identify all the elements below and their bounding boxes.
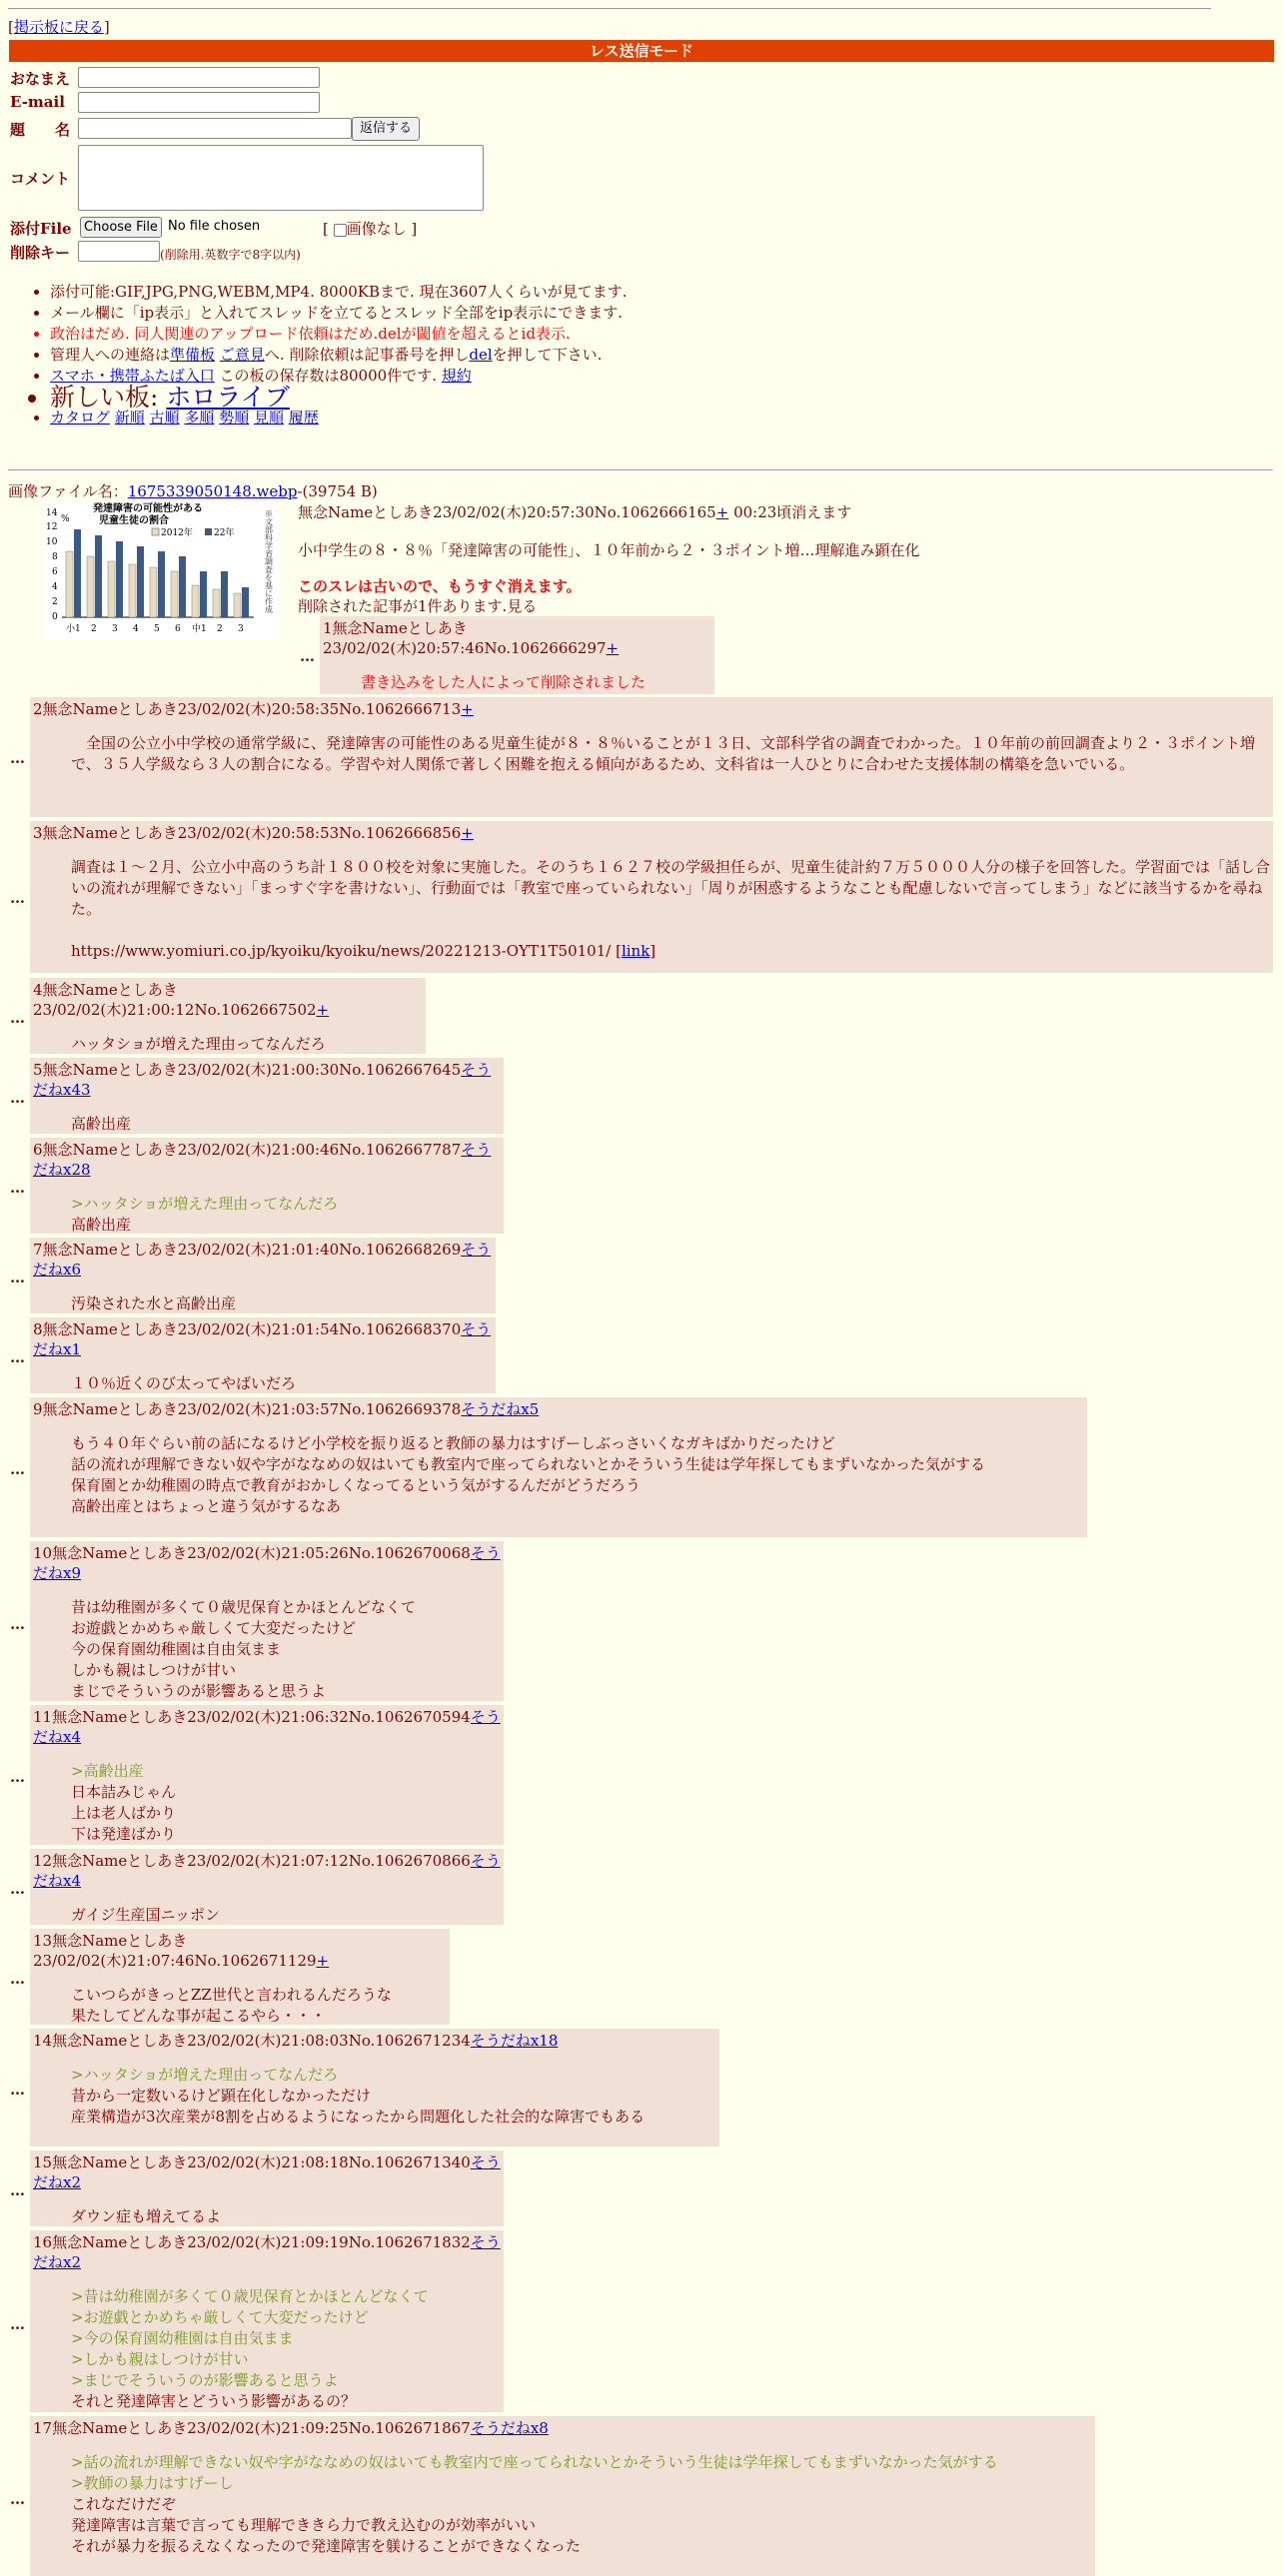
reply-header	[33, 1851, 501, 1891]
reply-indent-dots: …	[10, 1269, 25, 1287]
reply-line: こいつらがきっとZZ世代と言われるんだろうな	[71, 1986, 392, 2004]
reply-line: 昔から一定数いるけど顕在化しなかっただけ	[71, 2087, 372, 2105]
rule-item: • メール欄に「ip表示」と入れてスレッドを立てるとスレッド全部をip表示にできます.	[50, 303, 628, 324]
reply-meta: 無念Nameとしあき23/02/02(木)21:06:32No.1062670594	[52, 1708, 471, 1726]
quoted-line: >ハッタショが増えた理由ってなんだろ	[71, 1195, 339, 1213]
reply-line: 高齢出産	[71, 1216, 132, 1234]
bracket: ]	[103, 18, 110, 36]
mobile-entry-link[interactable]: スマホ・携帯ふたば入口	[50, 367, 215, 385]
bar-2012	[234, 593, 241, 617]
reply-line: しかも親はしつけが甘い	[71, 1661, 237, 1679]
no-image-option: [ 画像なし ]	[323, 220, 418, 238]
source-link[interactable]: link	[621, 942, 650, 960]
reply-line: 保育園とか幼稚園の時点で教育がおかしくなってるという気がするんだがどうだろう	[71, 1476, 642, 1494]
top-divider	[8, 8, 1211, 9]
bar-22	[221, 571, 228, 617]
quoted-line: >今の保育園幼稚園は自由気まま	[71, 2329, 294, 2347]
board-rules	[10, 282, 628, 429]
no-file-text: No file chosen	[168, 219, 261, 234]
reply-meta: 無念Nameとしあき23/02/02(木)21:03:57No.1062669378	[42, 1400, 462, 1418]
op-header	[298, 501, 851, 522]
reply-body	[71, 1761, 501, 1845]
reply-mode-bar: レス送信モード	[9, 40, 1274, 62]
reply-number: 9	[33, 1400, 43, 1418]
x-tick-label: 2	[217, 624, 223, 634]
soudane-link[interactable]: そうだねx1	[33, 1320, 492, 1358]
rule-text: 新しい板:	[50, 383, 167, 412]
reply-header	[33, 1140, 501, 1180]
quoted-line: >高齢出産	[71, 1762, 144, 1780]
reply-meta: 無念Nameとしあき23/02/02(木)20:58:35No.1062666713	[42, 700, 462, 718]
history-link[interactable]: 履歴	[288, 409, 319, 427]
bar-22	[179, 556, 186, 617]
reply-meta: 無念Nameとしあき23/02/02(木)21:01:54No.1062668370	[42, 1320, 462, 1338]
reply-post	[30, 1849, 504, 1925]
bar-22	[158, 551, 165, 617]
reply-number: 14	[33, 2032, 53, 2050]
reply-post	[320, 616, 714, 694]
reply-number: 1	[323, 619, 333, 637]
soudane-link[interactable]: そうだねx18	[470, 2032, 559, 2050]
sort-viewed-link[interactable]: 見順	[253, 409, 284, 427]
reply-post	[30, 2416, 1095, 2576]
bar-2012	[66, 551, 73, 617]
reply-header	[33, 1543, 501, 1583]
catalog-nav	[50, 408, 628, 429]
reply-line: それが暴力を振るえなくなったので発達障害を躾けることができなくなった	[71, 2537, 582, 2555]
soudane-link[interactable]: そうだねx2	[33, 2233, 501, 2271]
reply-number: 10	[33, 1544, 53, 1562]
reply-body	[71, 1433, 1084, 1517]
reply-body	[71, 1373, 493, 1394]
quoted-line: >まじでそういうのが影響あると思うよ	[71, 2371, 339, 2389]
subject-label: 題 名	[10, 121, 71, 139]
reply-number: 12	[33, 1852, 53, 1870]
bar-2012	[87, 556, 94, 617]
bar-22	[95, 535, 102, 617]
reply-line: https://www.yomiuri.co.jp/kyoiku/kyoiku/news/20221213-OYT1T50101/ [link]	[71, 942, 656, 960]
reply-meta: 無念Nameとしあき23/02/02(木)21:00:12No.1062667502	[33, 981, 317, 1019]
reply-number: 4	[33, 981, 43, 999]
bar-22	[200, 571, 207, 617]
y-tick-label: 12	[46, 522, 58, 532]
delete-key-label: 削除キー	[10, 244, 71, 262]
reply-header	[33, 1319, 493, 1359]
bar-2012	[171, 571, 178, 617]
reply-body	[71, 2452, 1092, 2557]
image-file-size: -(39754 B)	[297, 482, 378, 500]
reply-meta: 無念Nameとしあき23/02/02(木)21:09:25No.1062671867	[52, 2419, 471, 2437]
reply-post	[30, 697, 1273, 817]
reply-header	[33, 1240, 493, 1280]
reply-meta: 無念Nameとしあき23/02/02(木)21:05:26No.1062670068	[52, 1544, 471, 1562]
reply-post	[30, 2230, 504, 2412]
reply-body	[71, 733, 1270, 775]
reply-post	[30, 1929, 450, 2025]
sort-new-link[interactable]: 新順	[114, 409, 145, 427]
reply-number: 7	[33, 1241, 43, 1259]
quoted-line: >しかも親はしつけが甘い	[71, 2350, 249, 2368]
reply-post	[30, 1058, 504, 1134]
op-plus-link[interactable]: +	[715, 503, 729, 521]
reply-line: 調査は１～２月、公立小中高のうち計１８００校を対象に実施した。そのうち１６２７校の学級担任らが、児童生徒計約７万５０００人分の様子を回答した。学習面では「話し合いの流れが理解できない」「まっすぐ字を書けない」、行動面では「教室で座っていられない」「周りが困惑するようなことも配慮しないで言ってしまう」などに該当するかを尋ねた。	[71, 858, 1271, 918]
reply-indent-dots: …	[10, 1768, 25, 1786]
reply-line	[71, 920, 1270, 941]
rule-item	[50, 345, 628, 366]
image-file-line	[8, 480, 378, 501]
reply-header	[33, 1060, 501, 1100]
reply-line: 高齢出産	[71, 1115, 132, 1133]
bracket: [	[8, 18, 14, 36]
y-ticks	[46, 508, 58, 622]
reply-post	[30, 2029, 719, 2147]
reply-line: 汚染された水と高齢出産	[71, 1294, 237, 1312]
reply-plus-link[interactable]: +	[316, 1952, 330, 1970]
reply-post	[30, 1138, 504, 1234]
x-tick-label: 3	[238, 624, 244, 634]
y-tick-label: 14	[46, 508, 58, 518]
thumb-ylabel: %	[61, 514, 70, 524]
soudane-link[interactable]: そうだねx5	[461, 1400, 540, 1418]
sort-old-link[interactable]: 古順	[149, 409, 180, 427]
quoted-line: >昔は幼稚園が多くて０歳児保育とかほとんどなくて	[71, 2287, 429, 2305]
reply-line: 発達障害は言葉で言っても理解でききら力で教え込むのが効率がいい	[71, 2516, 537, 2534]
catalog-link[interactable]: カタログ	[50, 409, 111, 427]
reply-number: 17	[33, 2419, 53, 2437]
x-tick-label: 小1	[66, 624, 81, 634]
rule-text: 管理人への連絡は	[50, 346, 171, 364]
bar-22	[116, 541, 123, 617]
delete-key-note: (削除用.英数字で8字以内)	[160, 248, 301, 262]
x-tick-label: 6	[175, 624, 181, 634]
reply-post	[30, 2150, 504, 2226]
reply-indent-dots: …	[10, 1179, 25, 1197]
reply-header	[33, 823, 1270, 843]
feedback-link[interactable]: ご意見	[219, 346, 265, 364]
reply-header	[33, 2031, 716, 2051]
rule-item: • 添付可能:GIF,JPG,PNG,WEBM,MP4. 8000KBまで. 現在3607人くらいが見てます.	[50, 282, 628, 303]
delete-key-input[interactable]	[78, 241, 160, 262]
reply-indent-dots: …	[10, 889, 25, 907]
reply-line: まじでそういうのが影響あると思うよ	[71, 1682, 327, 1700]
reply-number: 3	[33, 824, 43, 842]
reply-body	[71, 1597, 501, 1702]
no-image-label: 画像なし	[346, 220, 407, 238]
soudane-link[interactable]: そうだねx6	[33, 1241, 492, 1279]
bar-2012	[129, 564, 136, 617]
thread-thumbnail[interactable]	[44, 501, 280, 639]
reply-indent-dots: …	[10, 2315, 25, 2333]
quoted-line: >話の流れが理解できない奴や字がななめの奴はいても教室内で座ってられないとかそういう生徒は学年探してもまずいなかった気がする	[71, 2453, 998, 2471]
soudane-link[interactable]: そうだねx9	[33, 1544, 501, 1582]
reply-line: 書き込みをした人によって削除されました	[361, 673, 646, 691]
reply-meta: 無念Nameとしあき23/02/02(木)21:00:30No.1062667645	[42, 1061, 462, 1079]
reply-indent-dots: …	[300, 647, 315, 665]
reply-indent-dots: …	[10, 1615, 25, 1633]
rule-item	[50, 383, 628, 412]
bar-2012	[213, 589, 220, 617]
y-tick-label: 4	[52, 582, 58, 592]
reply-header	[33, 980, 423, 1020]
legend-22-swatch	[205, 528, 212, 535]
thumb-side-note: ※文部科学省調査を基に作成	[264, 509, 274, 613]
thumb-title-1: 発達障害の可能性がある	[93, 503, 203, 514]
reply-number: 8	[33, 1320, 43, 1338]
reply-meta: 無念Nameとしあき23/02/02(木)21:07:12No.1062670866	[52, 1852, 471, 1870]
reply-meta: 無念Nameとしあき23/02/02(木)21:08:03No.1062671234	[52, 2032, 471, 2050]
x-tick-label: 5	[154, 624, 160, 634]
reply-plus-link[interactable]: +	[461, 824, 474, 842]
choose-file-button[interactable]: Choose File	[80, 217, 162, 238]
reply-line: お遊戯とかめちゃ厳しくて大変だったけど	[71, 1619, 357, 1637]
reply-body	[71, 2286, 501, 2412]
rule-text: を押して下さい.	[492, 346, 603, 364]
reply-body	[71, 1985, 447, 2027]
x-tick-label: 中1	[192, 624, 207, 634]
reply-body	[71, 1293, 493, 1314]
reply-header	[33, 1707, 501, 1747]
legend-2012-label: 2012年	[161, 528, 193, 538]
reply-line: 高齢出産とはちょっと違う気がするなあ	[71, 1497, 342, 1515]
soudane-link[interactable]: そうだねx4	[33, 1852, 501, 1890]
reply-line: 全国の公立小中学校の通常学級に、発達障害の可能性のある児童生徒が８・８％いることが１３日、文部科学省の調査でわかった。１０年前の前回調査より２・３ポイント増で、３５人学級なら３人の割合になる。学習や対人関係で著しく困難を抱える傾向があるため、文科省は一人ひとりに合わせた支援体制の構築を急いでいる。	[71, 734, 1256, 773]
reply-header	[33, 2232, 501, 2272]
reply-meta: 無念Nameとしあき23/02/02(木)20:57:46No.1062666297	[323, 619, 607, 657]
reply-body	[71, 2065, 716, 2128]
op-body: 小中学生の８・８％「発達障害の可能性」、１０年前から２・３ポイント増…理解進み顕在化	[298, 541, 920, 559]
comment-textarea[interactable]	[78, 145, 484, 211]
reply-header	[33, 1399, 1084, 1419]
reply-indent-dots: …	[10, 1460, 25, 1478]
y-tick-label: 8	[52, 552, 58, 562]
reply-line: 下は発達ばかり	[71, 1825, 177, 1843]
deleted-count[interactable]: 削除された記事が1件あります.見る	[298, 597, 538, 615]
reply-meta: 無念Nameとしあき23/02/02(木)21:08:18No.1062671340	[52, 2153, 471, 2171]
reply-indent-dots: …	[10, 2490, 25, 2508]
file-label: 添付File	[10, 220, 72, 238]
reply-body	[71, 2206, 501, 2227]
comment-label: コメント	[10, 170, 71, 188]
reply-plus-link[interactable]: +	[606, 639, 620, 657]
reply-body	[71, 1905, 501, 1926]
reply-body	[71, 1114, 501, 1135]
reply-indent-dots: …	[10, 2181, 25, 2199]
reply-plus-link[interactable]: +	[461, 700, 474, 718]
name-input[interactable]	[78, 67, 320, 88]
legend-22-label: 22年	[214, 528, 235, 538]
name-label: おなまえ	[10, 70, 71, 88]
back-to-board-link[interactable]: 掲示板に戻る	[13, 18, 104, 36]
reply-indent-dots: …	[10, 1009, 25, 1027]
reply-line: これなだけだぞ	[71, 2495, 177, 2513]
reply-indent-dots: …	[10, 1348, 25, 1366]
reply-line: それと発達障害とどういう影響があるの？	[71, 2392, 357, 2410]
back-nav	[8, 16, 110, 37]
reply-line: 果たしてどんな事が起こるやら・・・	[71, 2007, 327, 2025]
quoted-line: >ハッタショが増えた理由ってなんだろ	[71, 2066, 339, 2084]
sort-momentum-link[interactable]: 勢順	[219, 409, 250, 427]
bar-2012	[150, 567, 157, 617]
sort-many-link[interactable]: 多順	[184, 409, 215, 427]
reply-submit-button[interactable]: 返信する	[352, 117, 420, 141]
reply-header	[33, 1931, 447, 1971]
reply-indent-dots: …	[10, 2081, 25, 2099]
op-expire-text: 00:23頃消えます	[728, 503, 852, 521]
soudane-link[interactable]: そうだねx43	[33, 1061, 492, 1099]
reply-post	[30, 1238, 496, 1313]
old-thread-warning: このスレは古いので、もうすぐ消えます。	[298, 577, 582, 595]
del-link[interactable]: del	[469, 346, 493, 364]
x-tick-label: 4	[133, 624, 139, 634]
email-input[interactable]	[78, 92, 320, 113]
reply-line: もう４０年ぐらい前の話になるけど小学校を振り返ると教師の暴力はすげーしぶっさいくなガキばかりだったけど	[71, 1434, 836, 1452]
email-label: E-mail	[10, 93, 65, 111]
terms-link[interactable]: 規約	[441, 367, 472, 385]
reply-number: 5	[33, 1061, 43, 1079]
reply-header	[33, 2152, 501, 2192]
reply-line: 昔は幼稚園が多くて０歳児保育とかほとんどなくて	[71, 1598, 417, 1616]
reply-line: １０％近くのび太ってやばいだろ	[71, 1374, 297, 1392]
reply-line: 上は老人ばかり	[71, 1804, 177, 1822]
reply-header	[323, 618, 711, 658]
bar-2012	[192, 585, 199, 617]
reply-post	[30, 1317, 496, 1393]
reply-body	[71, 1194, 501, 1236]
op-header-text: 無念Nameとしあき23/02/02(木)20:57:30No.1062666165	[298, 503, 716, 521]
prep-board-link[interactable]: 準備板	[170, 346, 216, 364]
thumbnail-chart	[44, 501, 280, 639]
reply-number: 16	[33, 2233, 53, 2251]
reply-post	[30, 821, 1273, 973]
reply-meta: 無念Nameとしあき23/02/02(木)21:09:19No.1062671832	[52, 2233, 471, 2251]
reply-line: ダウン症も増えてるよ	[71, 2207, 222, 2225]
rule-item: • 政治はだめ. 同人関連のアップロード依頼はだめ.delが閾値を超えるとid表示.	[50, 324, 628, 345]
reply-indent-dots: …	[10, 1970, 25, 1988]
bar-22	[242, 587, 249, 617]
reply-number: 6	[33, 1141, 43, 1159]
thread-divider	[8, 469, 1273, 470]
reply-number: 2	[33, 700, 43, 718]
soudane-link[interactable]: そうだねx28	[33, 1141, 492, 1179]
thumb-title-2: 児童生徒の割合	[99, 515, 169, 526]
reply-meta: 無念Nameとしあき23/02/02(木)21:00:46No.1062667787	[42, 1141, 462, 1159]
reply-line: ハッタショが増えた理由ってなんだろ	[71, 1035, 326, 1053]
reply-post	[30, 1397, 1087, 1537]
soudane-link[interactable]: そうだねx8	[470, 2419, 549, 2437]
x-tick-label: 3	[112, 624, 118, 634]
reply-number: 13	[33, 1932, 53, 1950]
reply-body	[71, 1034, 423, 1055]
reply-number: 11	[33, 1708, 53, 1726]
rule-text: へ. 削除依頼は記事番号を押し	[264, 346, 470, 364]
image-file-link[interactable]: 1675339050148.webp	[127, 482, 298, 500]
bar-2012	[108, 561, 115, 617]
y-tick-label: 6	[52, 567, 58, 577]
y-tick-label: 2	[52, 597, 58, 607]
reply-line: 日本詰みじゃん	[71, 1783, 177, 1801]
reply-plus-link[interactable]: +	[316, 1001, 330, 1019]
no-image-checkbox[interactable]	[334, 224, 347, 237]
subject-input[interactable]	[78, 118, 352, 139]
quoted-line: >お遊戯とかめちゃ厳しくて大変だったけど	[71, 2308, 369, 2326]
reply-body	[71, 857, 1270, 962]
reply-line: 産業構造が3次産業が8割を占めるようになったから問題化した社会的な障害でもある	[71, 2108, 645, 2126]
soudane-link[interactable]: そうだねx4	[33, 1708, 501, 1746]
reply-header	[33, 699, 1270, 719]
reply-post	[30, 978, 426, 1054]
bar-22	[137, 546, 144, 617]
reply-header	[33, 2418, 1092, 2438]
reply-line: 今の保育園幼稚園は自由気まま	[71, 1640, 282, 1658]
y-tick-label: 0	[52, 612, 58, 622]
reply-post	[30, 1705, 504, 1845]
x-tick-labels	[66, 622, 244, 634]
reply-number: 15	[33, 2153, 53, 2171]
reply-line: ガイジ生産国ニッポン	[71, 1906, 220, 1924]
reply-indent-dots: …	[10, 749, 25, 767]
quoted-line: >教師の暴力はすげーし	[71, 2474, 234, 2492]
reply-indent-dots: …	[10, 1089, 25, 1107]
reply-post	[30, 1541, 504, 1701]
reply-meta: 無念Nameとしあき23/02/02(木)21:01:40No.1062668269	[42, 1241, 462, 1259]
new-board-link[interactable]: ホロライブ	[166, 383, 290, 412]
thumb-bars	[66, 529, 249, 617]
legend-2012-swatch	[152, 528, 159, 535]
y-tick-label: 10	[46, 537, 58, 547]
reply-indent-dots: …	[10, 1880, 25, 1898]
rule-text: この板の保存数は80000件です.	[214, 367, 442, 385]
reply-body	[361, 672, 711, 693]
reply-meta: 無念Nameとしあき23/02/02(木)21:07:46No.1062671129	[33, 1932, 317, 1970]
reply-meta: 無念Nameとしあき23/02/02(木)20:58:53No.1062666856	[42, 824, 462, 842]
bar-22	[74, 529, 81, 617]
x-tick-label: 2	[91, 624, 97, 634]
reply-line: 話の流れが理解できない奴や字がななめの奴はいても教室内で座ってられないとかそういう生徒は学年探してもまずいなかった気がする	[71, 1455, 986, 1473]
soudane-link[interactable]: そうだねx2	[33, 2153, 501, 2191]
image-file-label: 画像ファイル名：	[8, 482, 128, 500]
